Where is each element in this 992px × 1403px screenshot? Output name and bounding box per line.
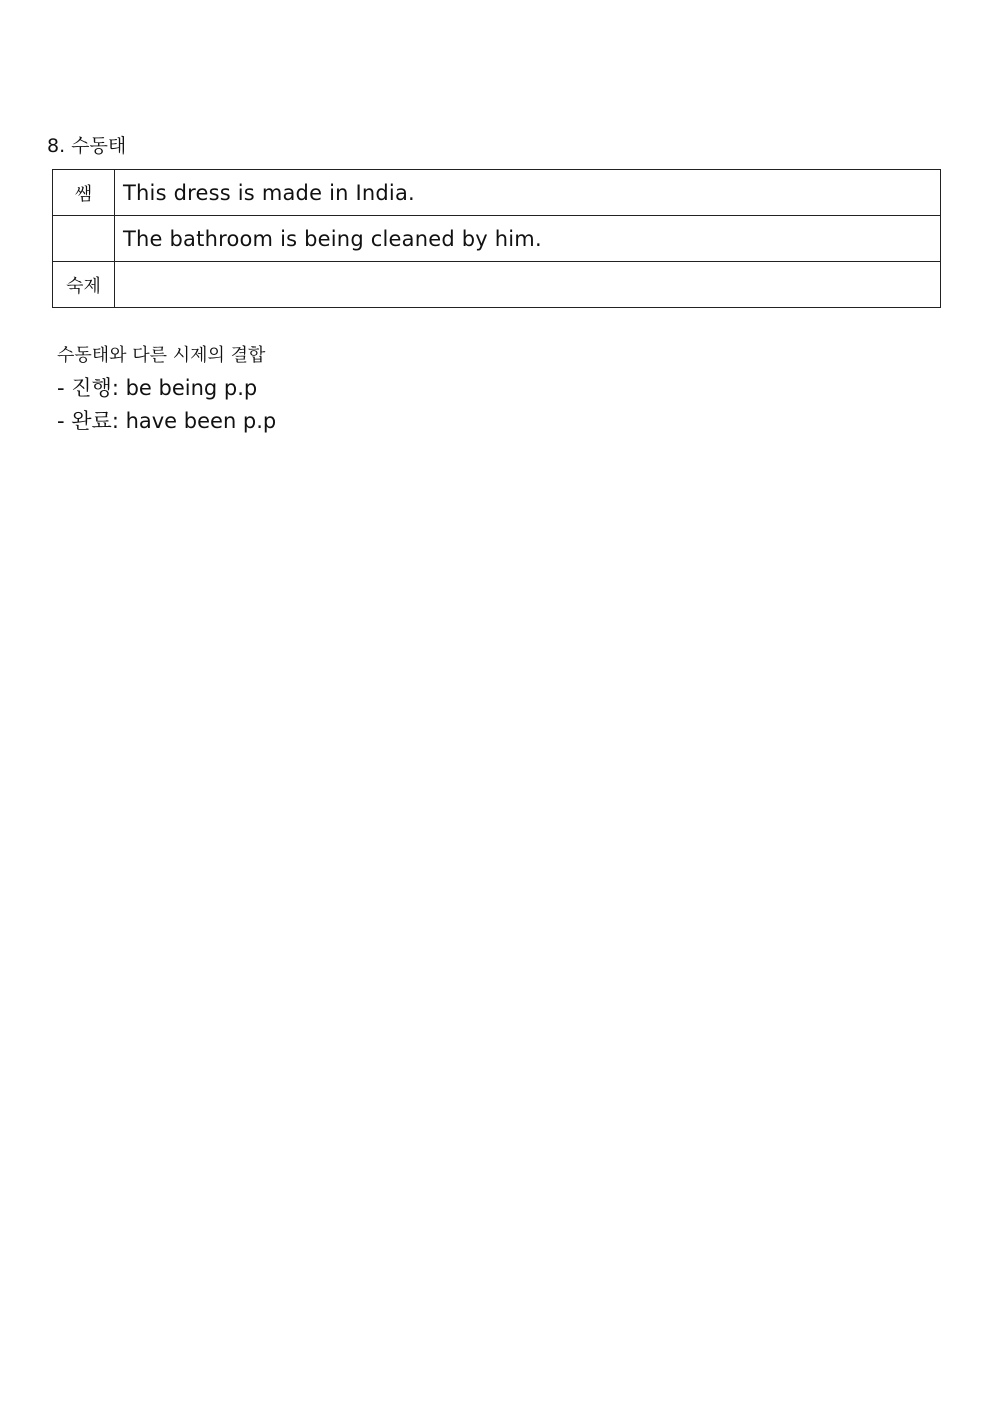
notes-line-perfect: - 완료: have been p.p [57,409,277,433]
example-sentence: The bathroom is being cleaned by him. [115,216,941,262]
notes-heading: 수동태와 다른 시제의 결합 [57,345,266,366]
example-table [52,169,941,308]
table-row [53,262,941,308]
table-row [53,216,941,262]
row-label [53,216,115,262]
table-row [53,170,941,216]
notes-line-progressive: - 진행: be being p.p [57,376,258,400]
section-title: 8. 수동태 [47,135,127,157]
row-label: 쌤 [53,170,115,216]
homework-answer-cell [115,262,941,308]
example-sentence: This dress is made in India. [115,170,941,216]
grammar-notes [57,342,276,438]
row-label: 숙제 [53,262,115,308]
